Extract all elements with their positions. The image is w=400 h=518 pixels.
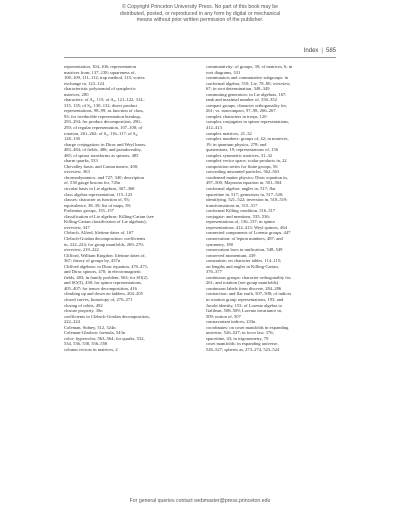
index-entry: matrices from, 137–138; squareness of, <box>64 69 136 75</box>
index-entry: 128–130 <box>64 136 80 142</box>
index-entry: conservation: of lepton numbers, 487; and <box>206 235 283 241</box>
index-entry: commuting generators: in Lie algebras, 167; <box>206 91 287 97</box>
index-entry: 261; and rotation (see group manifolds) <box>206 280 279 286</box>
index-entry: on lengths and angles in Killing-Cartan, <box>206 263 279 269</box>
index-entry: and SO(3), 438; for spinor representations, <box>64 280 142 286</box>
index-entry: representation, 104–106; representation <box>64 64 137 69</box>
index-entry: conformal algebra: angles in, 517; flat <box>206 186 276 192</box>
index-entry: class algebra representation, 115–123 <box>64 191 133 197</box>
index-entry: Clebsch-Gordan decomposition: coefficients <box>64 235 146 241</box>
index-entry: charge conjugation: in Dirac and Weyl bases, <box>64 141 147 147</box>
index-entry: transformations in, 515–517 <box>206 202 258 208</box>
index-entry: coordinates: on coset manifolds in expanding <box>206 324 289 330</box>
index-entry: matrices, 280 <box>64 91 89 97</box>
index-entry: Clifford algebras: in Dirac equation, 470–471; <box>64 263 149 269</box>
index-entry: continuous labels from discrete, 284–286 <box>206 285 282 291</box>
index-entry: rank and maximal number of, 350–352 <box>206 97 277 103</box>
index-entry: overview, 219–222 <box>64 247 99 253</box>
index-entry: coefficients in Clebsch-Gordan decomposition, <box>64 313 150 319</box>
index-entry: Frobenius groups, 155–157 <box>64 208 114 214</box>
index-entry: contraction: and flat earth, 507–508; of indices <box>206 291 292 297</box>
index-entry: 534, 536, 538, 556–558 <box>64 341 108 347</box>
copyright-notice <box>0 4 400 24</box>
index-entry: 376–377 <box>206 269 222 275</box>
index-entry: in rotation group representations, 193; and <box>206 296 284 302</box>
index-entry: Clifford, William Kingdon: lifetime dates of, <box>64 252 146 258</box>
index-entry: root diagrams, 331 <box>206 69 241 75</box>
index-entry: closing of orbits, 492 <box>64 302 103 308</box>
index-entry: 497–500; Majorana equation in, 501–504 <box>206 180 282 186</box>
index-entry: in, 222–224; for group manifolds, 269–270; <box>64 241 144 247</box>
index-entry: representations, 98–99; as function of class, <box>64 108 144 114</box>
index-entry: 509; notion of, 507 <box>206 313 241 319</box>
index-entry: Coleman, Sidney, 312, 324n <box>64 324 116 330</box>
index-entry: representations of, 136–137; in spinor <box>206 219 276 225</box>
index-entry: overview, 363 <box>64 169 90 175</box>
index-entry: 108–109, 111–112; trap method, 113; vortex <box>64 75 145 81</box>
index-entry: 315, 135; of S₃, 130–132; direct product <box>64 102 138 108</box>
index-entry: compact groups: character orthogonality for, <box>206 102 288 108</box>
index-entry: Jacobi identity, 153; of Lorentz algebra to <box>206 302 283 308</box>
index-entry: composition series for finite groups, 56 <box>206 163 278 169</box>
index-entry: classes: character as function of, 93; <box>64 197 130 203</box>
index-entry: characteristic polynomial of symplectic <box>64 86 136 92</box>
index-entry: rotation, 261–262; of S₃, 116–117; of S₄, <box>64 130 139 136</box>
index-entry: contravariant indices, 233n <box>206 319 256 325</box>
index-entry: conserved momentum, 439 <box>206 252 256 258</box>
index-entry: 19; in quantum physics, 278; and <box>206 141 267 147</box>
index-entry: closure property, 30n <box>64 308 103 314</box>
index-entry: 93; for irreducible representation breakup, <box>64 113 141 119</box>
copyright-line: means without prior written permission of the publisher. <box>136 17 264 24</box>
index-column-right <box>206 64 338 352</box>
index-entry: 526–527; spheres as, 273–274, 523–524 <box>206 346 280 352</box>
header-rule <box>64 57 336 58</box>
index-entry: identifying, 521–522; inversion in, 518–519; <box>206 197 288 203</box>
index-entry: commutators and commutative subgroups: in <box>206 75 289 81</box>
index-entry: overview, 347 <box>64 224 90 230</box>
index-entry: 293–294; for product decomposition, 290– <box>64 119 142 125</box>
index-entry: closed curves, homotopy of, 270–271 <box>64 296 133 302</box>
index-entry: spacetime in, 517; generators in, 517–520; <box>206 191 284 197</box>
index-entry: climbing up and down on ladders, 204–205 <box>64 291 143 297</box>
index-entry: characters: of A₄, 115; of A₅, 121–122, 314– <box>64 97 145 103</box>
index-entry: complex characters in irreps, 120 <box>206 113 267 119</box>
index-entry: color: hypercolor, 563–564; for quarks, 532, <box>64 335 145 341</box>
index-entry: representations, 412–413; Weyl spinors, 464 <box>206 224 287 230</box>
index-entry: of, 530 gauge bosons for, 745n <box>64 180 121 186</box>
index-entry: fields, 483; in family problem, 563; for SO(2) <box>64 274 148 280</box>
header-separator: | <box>321 48 323 54</box>
index-entry: commutativity: of groups, 39; of matrices, 6; in <box>206 64 293 69</box>
index-entry: conjugate: and mentions, 535–536; <box>206 213 270 219</box>
copyright-line: distributed, posted, or reproduced in any form by digital or mechanical <box>119 10 281 17</box>
index-entry: 483–484; of fields, 486; and pseudoreality, <box>64 147 142 153</box>
index-entry: constraints: on character tables, 114–115; <box>206 258 282 264</box>
copyright-line: © Copyright Princeton University Press. No part of this book may be <box>121 4 279 10</box>
index-entry: complex matrices, 21–32 <box>206 130 252 136</box>
index-entry: and Dirac spinors, 470; in electromagnetic <box>64 269 142 275</box>
index-entry: 222–224 <box>64 319 80 325</box>
index-entry: 367; theory of groups by, 437n <box>64 258 121 264</box>
index-entry: exchange in, 123–124 <box>64 80 105 86</box>
index-entry: coset manifolds: in expanding universe, <box>206 341 279 347</box>
index-entry: connected components of Lorentz groups, 447 <box>206 230 291 236</box>
running-head <box>304 48 336 54</box>
index-entry: Clebsch, Alfred, lifetime dates of, 167 <box>64 230 134 236</box>
index-entry: continuous groups: character orthogonality for, <box>206 274 292 280</box>
index-entry: equivalence, 38–39; list of maps, 39; <box>64 202 132 208</box>
index-entry: conformal algebra, 510; Lie, 78–80; overview, <box>206 80 291 86</box>
index-entry: 261; vs. noncompact, 97–98, 266–267 <box>206 108 276 114</box>
index-entry: complex vector space; scalar products in, 22 <box>206 158 287 164</box>
index-entry: symmetry, 180 <box>206 241 233 247</box>
index-entry: Coleman-Glashow formula, 543n <box>64 330 125 336</box>
index-entry: conformal Killing condition, 516–517 <box>206 208 276 214</box>
index-entry: column vectors in matrices, 2 <box>64 346 118 352</box>
index-entry: classification of Lie algebras: Killing-Cartan (see <box>64 213 154 219</box>
index-entry: 67; in root determination, 348–349 <box>206 86 270 92</box>
index-entry: quaternions, 19; representations of, 156 <box>206 147 278 153</box>
index-entry: universe, 526–527; in force law, 376; <box>206 330 274 336</box>
index-entry: circular basis in Lie algebras, 367–368 <box>64 186 135 192</box>
index-entry: 405–407; for tensor decomposition, 416 <box>64 285 137 291</box>
index-entry: Killing-Cartan classification of Lie algebras); <box>64 219 147 225</box>
index-entry: spacetime, 43; in trigonometry, 79 <box>206 335 269 341</box>
footer-contact: For general queries contact webmaster@press.princeton.edu <box>129 498 271 504</box>
index-column-left <box>64 64 196 352</box>
index-entry: 293; of regular representation, 107–108; of <box>64 125 143 131</box>
index-entry: condensed matter physics: Dirac equation in, <box>206 174 288 180</box>
index-entry: conservation laws in unification, 548–549 <box>206 247 283 253</box>
index-entry: 412–413 <box>206 125 222 131</box>
index-entry: complex symmetric matrices, 31–32 <box>206 152 273 158</box>
index-entry: concealing unwanted particles, 562–563 <box>206 169 280 175</box>
page-number: 585 <box>325 48 336 54</box>
index-entry: chromodynamics: and 727; 340; description <box>64 174 145 180</box>
section-title: Index <box>303 48 319 54</box>
index-entry: complex conjugates in spinor representations, <box>206 119 290 125</box>
index-entry: charm quarks, 533 <box>64 158 98 164</box>
index-entry: Chevalley basis: and Cartan matrix, 400; <box>64 163 139 169</box>
index-entry: complex numbers: groups of, 42; in matrices, <box>206 136 289 142</box>
index-entry: Galilean, 508–509; Lorentz invariance in, <box>206 308 283 314</box>
index-entry: 485; of spinor transforms as spinors, 485 <box>64 152 139 158</box>
